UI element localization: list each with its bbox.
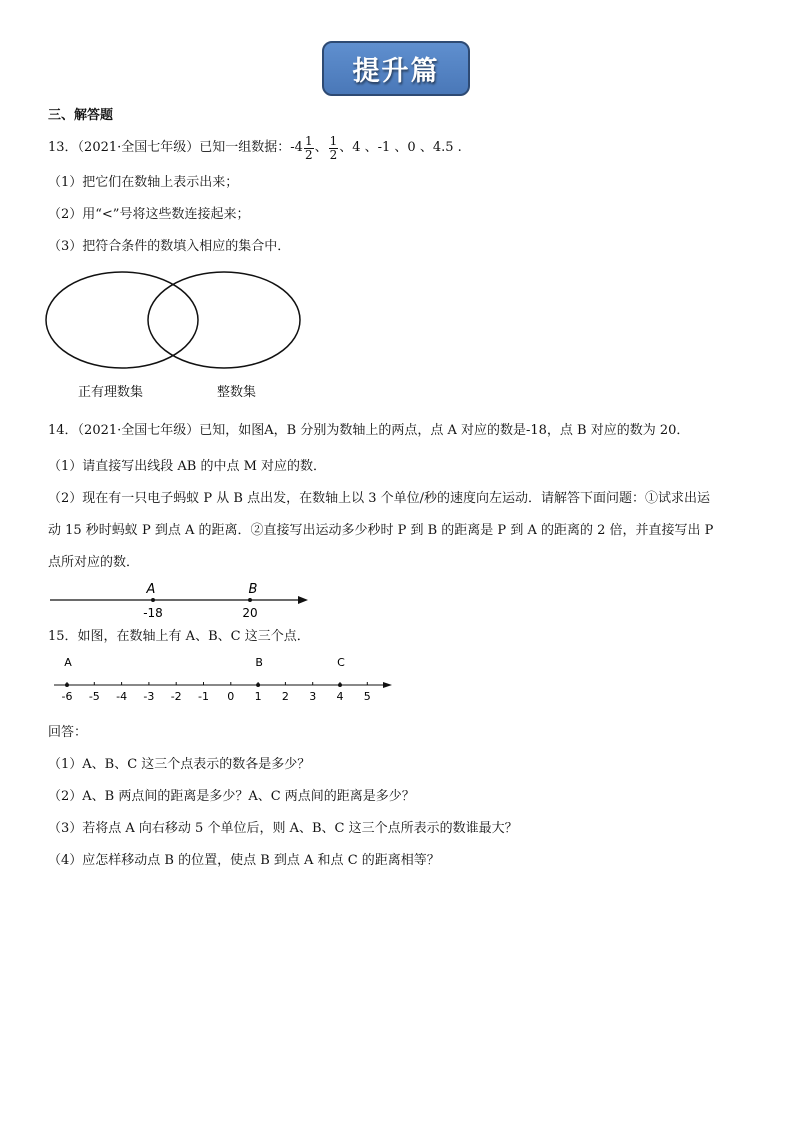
q14-point-a: [151, 598, 155, 602]
q13-number-1-sign: -4: [290, 140, 303, 155]
q13-part-2: （2）用“<”号将这些数连接起来；: [48, 207, 250, 222]
venn-diagram: [44, 270, 306, 374]
q14-number-line: [44, 578, 314, 624]
q15-tick-label: 5: [363, 690, 371, 703]
venn-left-ellipse: [46, 272, 198, 368]
q15-point-label-a: A: [64, 656, 72, 669]
q13-prefix: 13．（2021·全国七年级）已知一组数据：: [48, 140, 291, 155]
q15-point-a: [65, 683, 69, 687]
q15-tick-label: -3: [143, 690, 155, 703]
q15-tick-label: -1: [198, 690, 209, 703]
venn-left-label: 正有理数集: [78, 385, 144, 400]
q15-point-label-c: C: [337, 656, 345, 669]
q15-tick-label: 0: [227, 690, 235, 703]
q13-separator: 、: [314, 140, 328, 155]
q13-part-3: （3）把符合条件的数填入相应的集合中．: [48, 239, 291, 254]
q15-tick-label: 2: [281, 690, 289, 703]
q13-fraction-2-denominator: 2: [329, 147, 338, 162]
q14-stem: 14．（2021·全国七年级）已知，如图A，B 分别为数轴上的两点，点 A 对应的数是-18，点 B 对应的数为 20．: [48, 423, 690, 438]
q15-tick-label: -2: [170, 690, 182, 703]
q15-part-4: （4）应怎样移动点 B 的位置，使点 B 到点 A 和点 C 的距离相等？: [48, 853, 440, 868]
q14-axis-arrow: [298, 596, 308, 604]
q14-part-1: （1）请直接写出线段 AB 的中点 M 对应的数．: [48, 459, 327, 474]
q15-tick-label: 1: [254, 690, 262, 703]
q13-fraction-2-numerator: 1: [329, 133, 338, 148]
q15-tick-label: -5: [88, 690, 100, 703]
q15-points: [64, 656, 345, 687]
q13-fraction-2: [329, 135, 339, 162]
q15-point-label-b: B: [255, 656, 263, 669]
q14-point-b: [248, 598, 252, 602]
q15-point-c: [338, 683, 342, 687]
q15-part-3: （3）若将点 A 向右移动 5 个单位后，则 A、B、C 这三个点所表示的数谁最大？: [48, 821, 518, 836]
q14-value-b: 20: [242, 606, 258, 620]
q14-value-a: -18: [143, 606, 163, 620]
section-heading: 三、解答题: [48, 108, 114, 123]
q13-fraction-1-denominator: 2: [304, 147, 313, 162]
q13-stem: [48, 131, 462, 165]
q15-part-1: （1）A、B、C 这三个点表示的数各是多少？: [48, 757, 311, 772]
q13-rest: 、4 、-1 、0 、4.5 .: [339, 140, 462, 155]
q15-answer-label: 回答：: [48, 725, 88, 740]
venn-right-label: 整数集: [217, 385, 257, 400]
q15-tick-label: 4: [336, 690, 344, 703]
q13-fraction-1-numerator: 1: [304, 133, 313, 148]
q13-part-1: （1）把它们在数轴上表示出来；: [48, 175, 239, 190]
q14-part-2-line-2: 动 15 秒时蚂蚁 P 到点 A 的距离．②直接写出运动多少秒时 P 到 B 的距离是 P 到 A 的距离的 2 倍，并直接写出 P: [48, 523, 714, 538]
q15-tick-label: 3: [309, 690, 317, 703]
q15-axis-arrow: [383, 682, 392, 688]
section-banner: 提升篇: [322, 41, 470, 96]
q13-fraction-1: [304, 135, 314, 162]
q14-label-a: A: [146, 582, 156, 597]
q14-part-2-line-3: 点所对应的数．: [48, 555, 140, 570]
q15-point-b: [256, 683, 260, 687]
q15-number-line: [52, 652, 398, 710]
q15-part-2: （2）A、B 两点间的距离是多少？A、C 两点间的距离是多少？: [48, 789, 415, 804]
q14-part-2-line-1: （2）现在有一只电子蚂蚁 P 从 B 点出发，在数轴上以 3 个单位/秒的速度向左运动．请解答下面问题：①试求出运: [48, 491, 711, 506]
q15-tick-label: -6: [61, 690, 73, 703]
q15-tick-label: -4: [116, 690, 128, 703]
q14-label-b: B: [248, 582, 258, 597]
venn-right-ellipse: [148, 272, 300, 368]
q15-stem: 15．如图，在数轴上有 A、B、C 这三个点．: [48, 629, 310, 644]
